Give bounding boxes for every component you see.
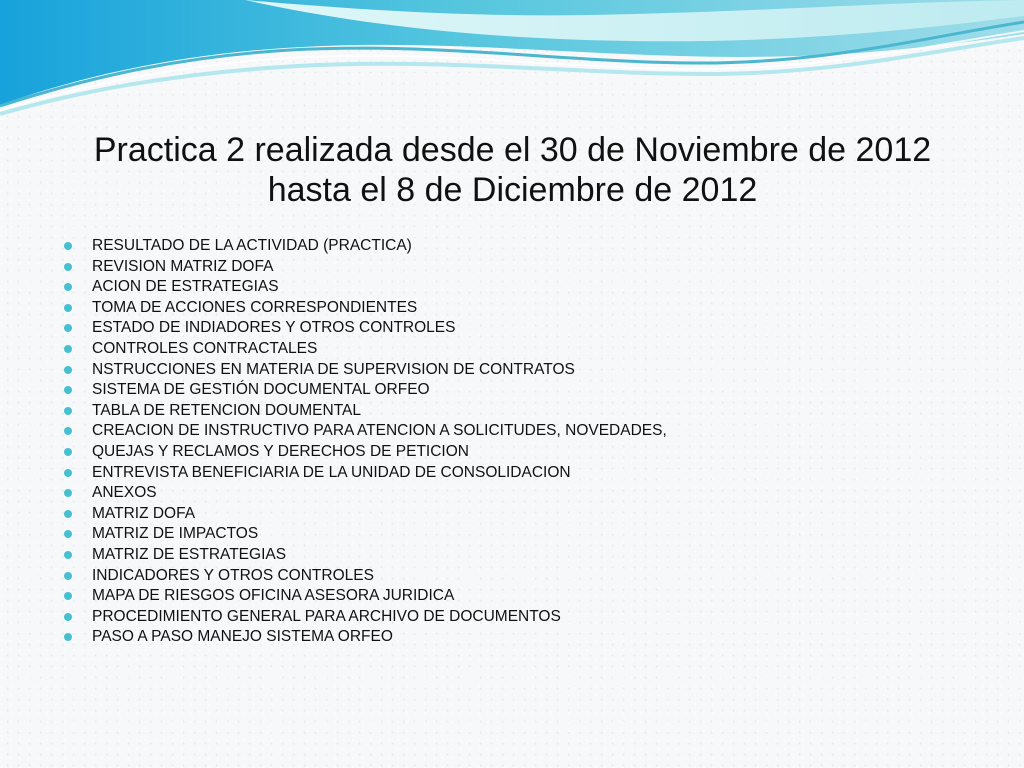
list-item-label: SISTEMA DE GESTIÓN DOCUMENTAL ORFEO: [92, 381, 430, 399]
list-item-label: ACION DE ESTRATEGIAS: [92, 278, 279, 296]
list-item-label: NSTRUCCIONES EN MATERIA DE SUPERVISION DE CONTRATOS: [92, 360, 575, 378]
bullet-dot-icon: [64, 242, 72, 250]
page-title: Practica 2 realizada desde el 30 de Noviembre de 2012 hasta el 8 de Diciembre de 2012: [93, 131, 932, 209]
list-item: [62, 442, 962, 463]
list-item: [62, 318, 962, 339]
list-item-label: ESTADO DE INDIADORES Y OTROS CONTROLES: [92, 319, 456, 337]
bullet-dot-icon: [64, 448, 72, 456]
list-item-label: PROCEDIMIENTO GENERAL PARA ARCHIVO DE DOCUMENTOS: [92, 607, 561, 625]
list-item-label: ANEXOS: [92, 484, 157, 502]
list-item: [62, 545, 962, 566]
list-item-label: MATRIZ DE ESTRATEGIAS: [92, 545, 287, 563]
wave-decoration-icon: [0, 0, 1024, 120]
bullet-list: [62, 236, 962, 648]
list-item-label: TABLA DE RETENCION DOUMENTAL: [92, 401, 361, 419]
list-item: [62, 360, 962, 381]
bullet-dot-icon: [64, 530, 72, 538]
bullet-dot-icon: [64, 489, 72, 497]
list-item: [62, 298, 962, 319]
list-item-label: MATRIZ DOFA: [92, 504, 196, 522]
list-item-label: TOMA DE ACCIONES CORRESPONDIENTES: [92, 298, 418, 316]
bullet-dot-icon: [64, 633, 72, 641]
list-item: [62, 257, 962, 278]
bullet-dot-icon: [64, 324, 72, 332]
bullet-dot-icon: [64, 592, 72, 600]
list-item: [62, 339, 962, 360]
list-item: [62, 504, 962, 525]
list-item: [62, 463, 962, 484]
bullet-dot-icon: [64, 551, 72, 559]
list-item: [62, 236, 962, 257]
bullet-dot-icon: [64, 510, 72, 518]
bullet-dot-icon: [64, 345, 72, 353]
list-item-label: RESULTADO DE LA ACTIVIDAD (PRACTICA): [92, 237, 412, 254]
list-item: [62, 277, 962, 298]
bullet-dot-icon: [64, 469, 72, 477]
list-item-label: REVISION MATRIZ DOFA: [92, 257, 274, 275]
list-item: [62, 401, 962, 422]
wave-svg: [0, 0, 1024, 120]
list-item: [62, 421, 962, 442]
list-item-label: QUEJAS Y RECLAMOS Y DERECHOS DE PETICION: [92, 442, 469, 460]
bullet-dot-icon: [64, 572, 72, 580]
bullet-dot-icon: [64, 304, 72, 312]
bullet-dot-icon: [64, 427, 72, 435]
list-item: [62, 586, 962, 607]
bullet-dot-icon: [64, 407, 72, 415]
list-item: [62, 627, 962, 648]
list-item: [62, 566, 962, 587]
bullet-dot-icon: [64, 263, 72, 271]
bullet-dot-icon: [64, 613, 72, 621]
list-item: [62, 524, 962, 545]
list-item-label: INDICADORES Y OTROS CONTROLES: [92, 566, 374, 584]
bullet-dot-icon: [64, 283, 72, 291]
list-item-label: CONTROLES CONTRACTALES: [92, 339, 318, 357]
list-item: [62, 607, 962, 628]
bullet-dot-icon: [64, 386, 72, 394]
list-item: [62, 483, 962, 504]
list-item-label: ENTREVISTA BENEFICIARIA DE LA UNIDAD DE CONSOLIDACION: [92, 463, 571, 481]
bullet-dot-icon: [64, 366, 72, 374]
list-item-label: MATRIZ DE IMPACTOS: [92, 525, 259, 543]
list-item-label: CREACION DE INSTRUCTIVO PARA ATENCION A SOLICITUDES, NOVEDADES,: [92, 422, 667, 440]
list-item-label: MAPA DE RIESGOS OFICINA ASESORA JURIDICA: [92, 587, 455, 605]
list-item: [62, 380, 962, 401]
list-item-label: PASO A PASO MANEJO SISTEMA ORFEO: [92, 628, 393, 646]
